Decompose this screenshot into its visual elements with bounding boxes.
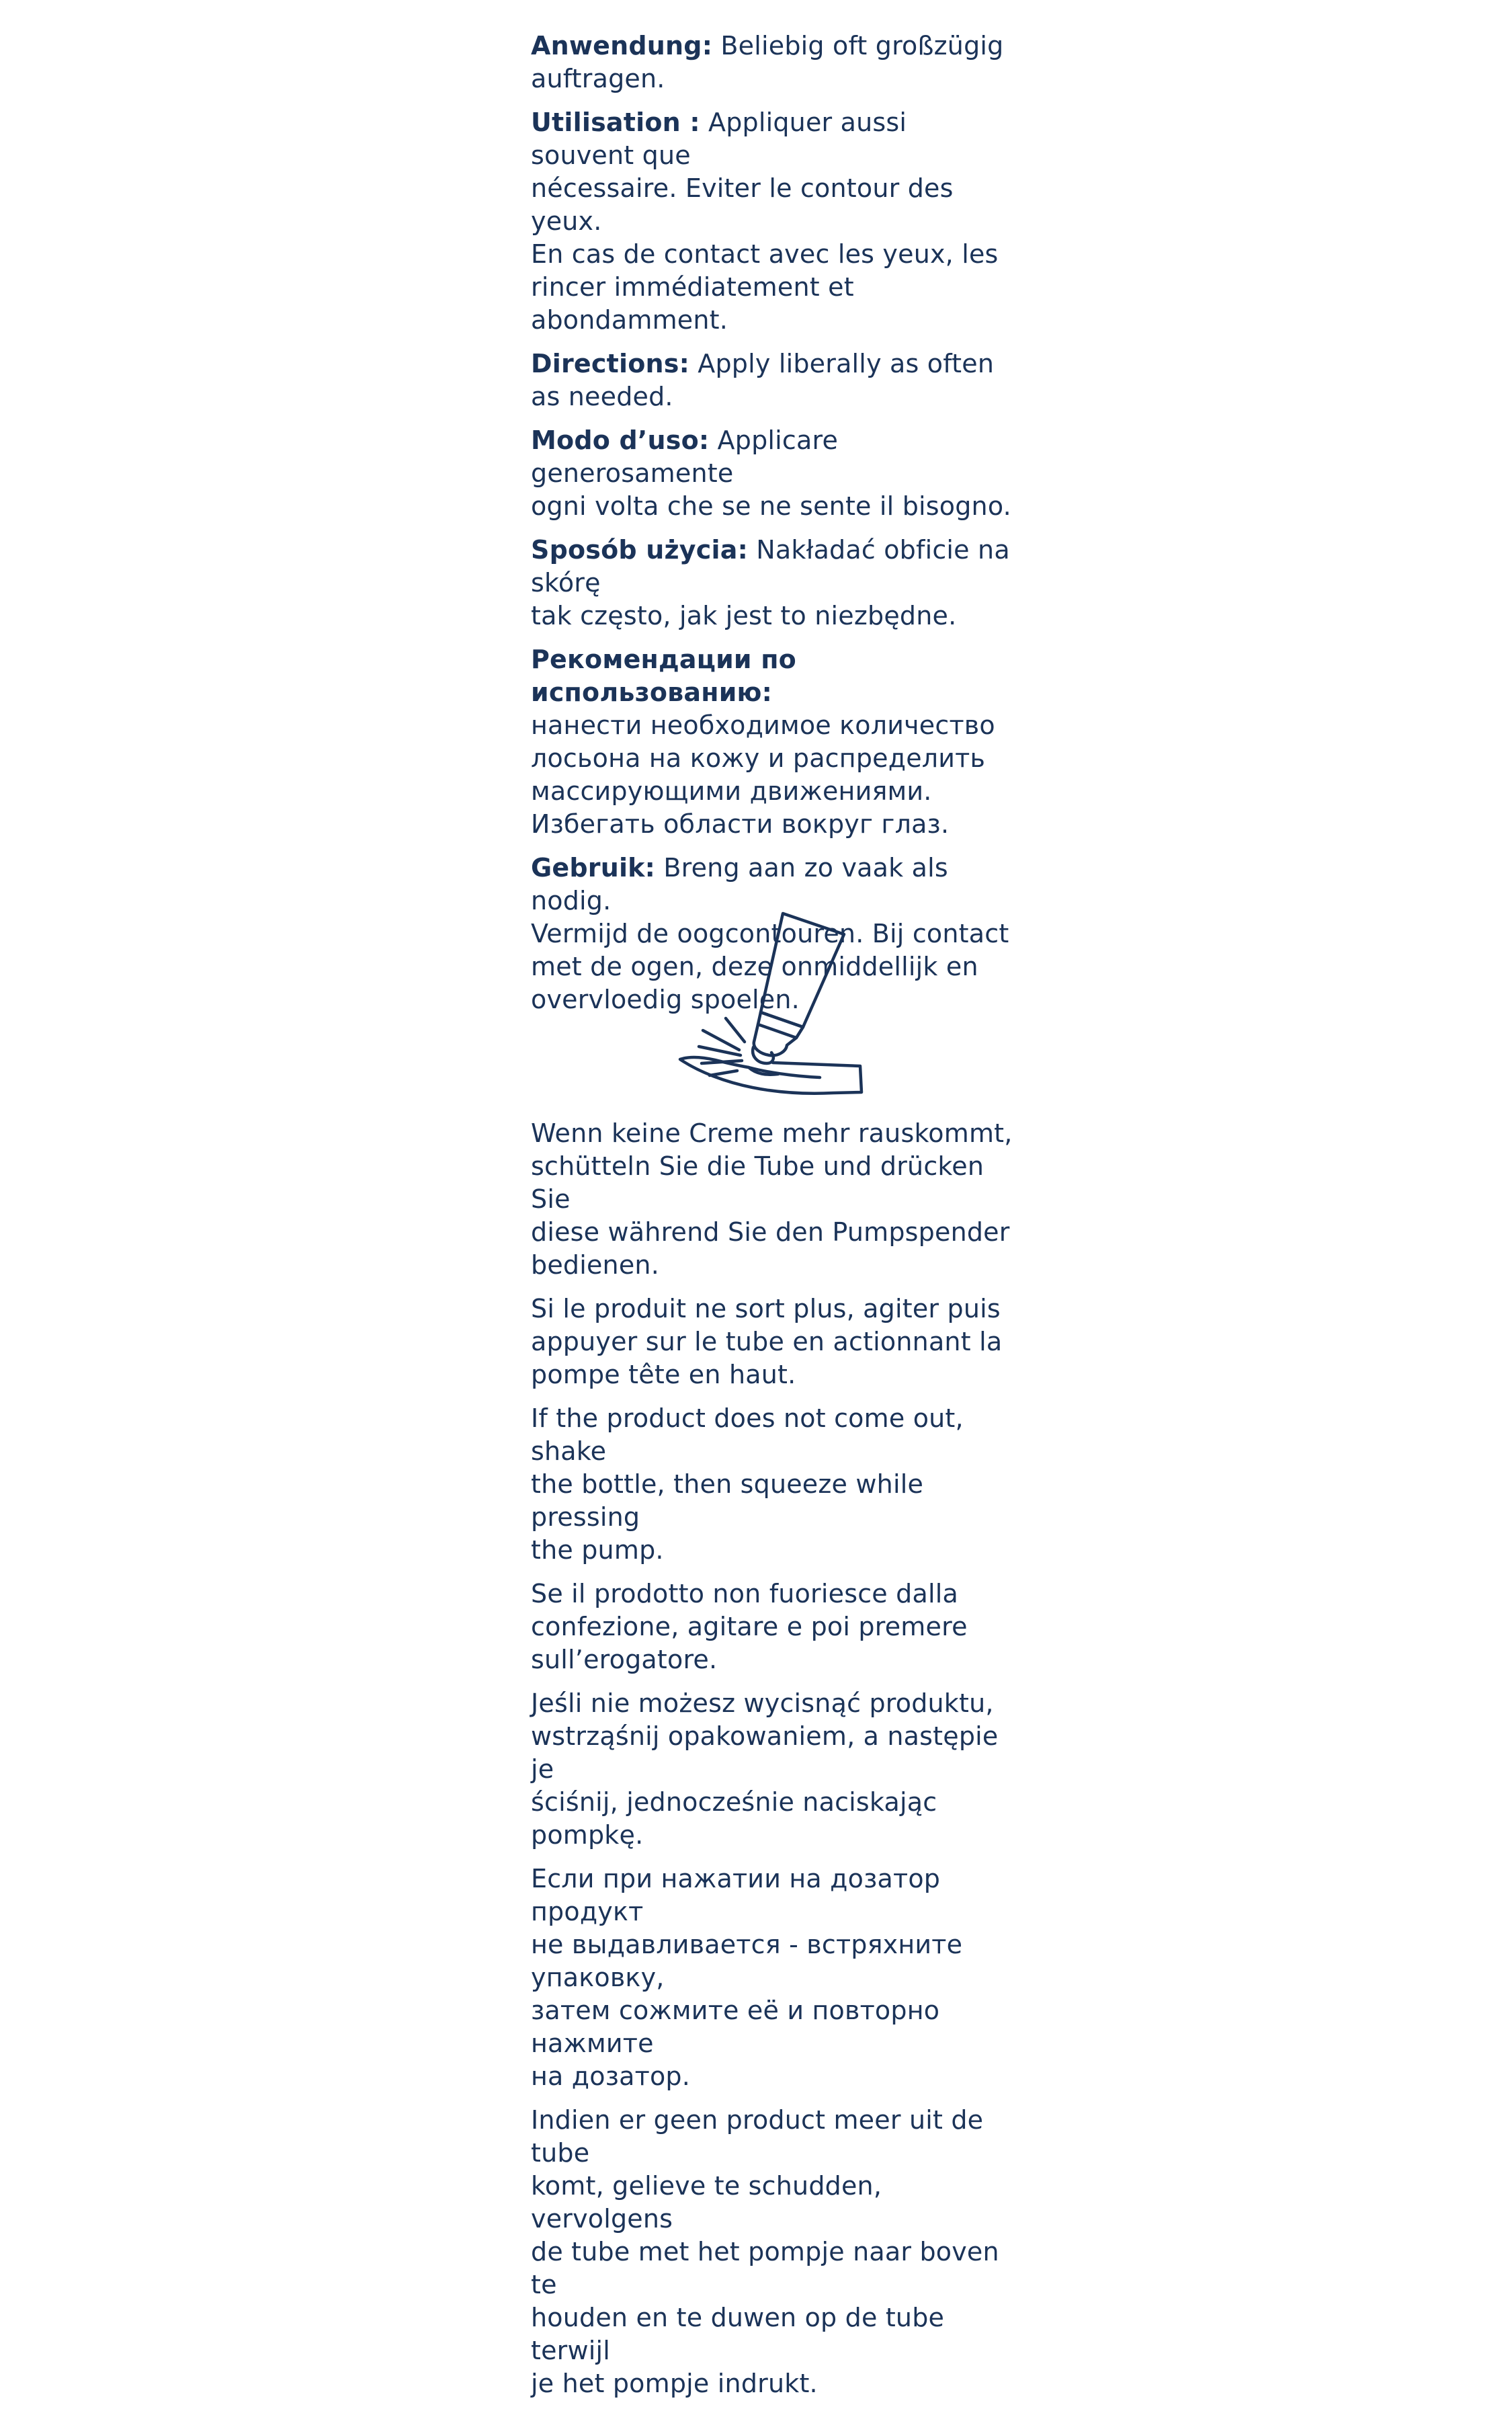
- directions-text: Applicare generosamente ogni volta che se ne sente il bisogno.: [531, 425, 1011, 521]
- directions-ru: [531, 643, 1015, 841]
- directions-en: [531, 348, 1015, 413]
- directions-it: [531, 424, 1015, 523]
- directions-fr: [531, 106, 1015, 337]
- directions-label: Gebruik:: [531, 853, 656, 883]
- tip-nl: Indien er geen product meer uit de tube komt, gelieve te schudden, vervolgens de tube met het pompje naar boven te houden en te duwen op de tube terwijl je het pompje indrukt.: [531, 2105, 999, 2398]
- tip-pl: Jeśli nie możesz wycisnąć produktu, wstrząśnij opakowaniem, a następie je ściśnij, jednocześnie naciskając pompkę.: [531, 1688, 999, 1850]
- directions-text: Apply liberally as often as needed.: [531, 349, 995, 411]
- directions-text: Appliquer aussi souvent que nécessaire. Eviter le contour des yeux. En cas de contact avec les yeux, les rincer immédiatement et abondamment.: [531, 108, 999, 335]
- directions-label: Рекомендации по использованию:: [531, 645, 796, 707]
- directions-text: нанести необходимое количество лосьона на кожу и распределить массирующими движениями. Избегать области вокруг глаз.: [531, 710, 995, 839]
- directions-pl: [531, 534, 1015, 632]
- directions-label: Modo d’uso:: [531, 425, 710, 455]
- tip-it: Se il prodotto non fuoriesce dalla confezione, agitare e poi premere sull’erogatore.: [531, 1579, 968, 1674]
- directions-text: Breng aan zo vaak als nodig. Vermijd de oogcontouren. Bij contact met de ogen, deze onmiddellijk en overvloedig spoelen.: [531, 853, 1009, 1014]
- directions-label: Utilisation :: [531, 108, 700, 137]
- directions-de: [531, 30, 1015, 95]
- tip-de: Wenn keine Creme mehr rauskommt, schütteln Sie die Tube und drücken Sie diese während Sie den Pumpspender bedienen.: [531, 1118, 1013, 1280]
- tip-en: If the product does not come out, shake the bottle, then squeeze while pressing the pump.: [531, 1403, 964, 1565]
- directions-section: [531, 30, 1015, 1027]
- directions-label: Directions:: [531, 349, 689, 378]
- empty-tube-tips-section: [531, 1117, 1015, 2411]
- directions-text: Nakładać obficie na skórę tak często, jak jest to niezbędne.: [531, 535, 1010, 630]
- tip-fr: Si le produit ne sort plus, agiter puis appuyer sur le tube en actionnant la pompe tête en haut.: [531, 1294, 1003, 1389]
- directions-label: Anwendung:: [531, 31, 713, 60]
- tip-ru: Если при нажатии на дозатор продукт не выдавливается - встряхните упаковку, затем сожмите её и повторно нажмите на дозатор.: [531, 1864, 963, 2091]
- directions-label: Sposób użycia:: [531, 535, 748, 565]
- tube-squeezed-onto-hand-icon: [665, 907, 867, 1102]
- directions-text: Beliebig oft großzügig auftragen.: [531, 31, 1004, 93]
